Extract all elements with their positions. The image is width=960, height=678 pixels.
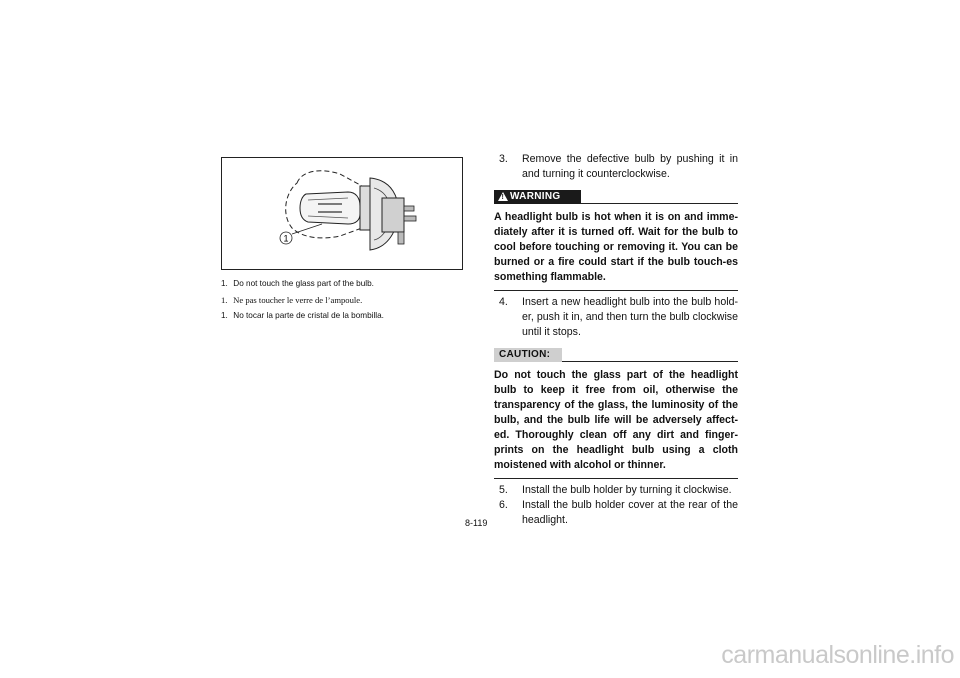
- caption-text: Do not touch the glass part of the bulb.: [233, 279, 374, 288]
- bulb-illustration: [221, 157, 463, 270]
- warning-triangle-icon: !: [498, 192, 508, 201]
- step-6: [499, 498, 738, 528]
- caution-rule: [562, 361, 738, 362]
- step-3: [499, 152, 738, 182]
- figure-captions: [221, 276, 471, 324]
- warning-header: [494, 190, 738, 208]
- warning-text: A headlight bulb is hot when it is on and imme-diately after it is turned off. Wait for the bulb to cool before touching or removing it. You can be burned or a fire could start if the bulb touch-es something flammable.: [494, 210, 738, 291]
- step-text: Insert a new headlight bulb into the bulb hold-er, push it in, and then turn the bulb clockwise until it stops.: [522, 296, 738, 338]
- step-text: Install the bulb holder by turning it clockwise.: [522, 484, 732, 496]
- caption-number: 1.: [221, 279, 228, 288]
- caption-spanish: [221, 308, 471, 324]
- caption-french: [221, 292, 471, 308]
- caption-english: [221, 276, 471, 292]
- step-number: 6.: [499, 499, 508, 511]
- caption-text: No tocar la parte de cristal de la bombilla.: [233, 311, 384, 320]
- callout-number: 1: [283, 233, 289, 244]
- step-text: Remove the defective bulb by pushing it in and turning it counterclockwise.: [522, 153, 738, 180]
- caption-number: 1.: [221, 311, 228, 320]
- step-number: 5.: [499, 484, 508, 496]
- instructions-column: [494, 152, 738, 528]
- caution-text: Do not touch the glass part of the headlight bulb to keep it free from oil, otherwise the transparency of the glass, the luminosity of the bulb, and the bulb life will be adversely affect-ed. Thoroughly clean off any dirt and finger-prints on the headlight bulb using a cloth moistened with alcohol or thinner.: [494, 368, 738, 479]
- step-number: 3.: [499, 153, 508, 165]
- caption-number: 1.: [221, 295, 228, 305]
- warning-label: WARNING: [510, 191, 561, 202]
- caution-header: [494, 348, 738, 366]
- headlight-bulb-drawing: [222, 158, 462, 269]
- warning-badge: [494, 190, 581, 204]
- step-5: [499, 483, 738, 498]
- warning-rule: [580, 203, 738, 204]
- step-text: Install the bulb holder cover at the rear of the headlight.: [522, 499, 738, 526]
- step-4: [499, 295, 738, 340]
- page-number: 8-119: [465, 518, 488, 528]
- step-number: 4.: [499, 296, 508, 308]
- watermark: carmanualsonline.info: [721, 641, 954, 669]
- caption-text: Ne pas toucher le verre de l’ampoule.: [233, 295, 363, 305]
- caution-badge: CAUTION:: [494, 348, 562, 362]
